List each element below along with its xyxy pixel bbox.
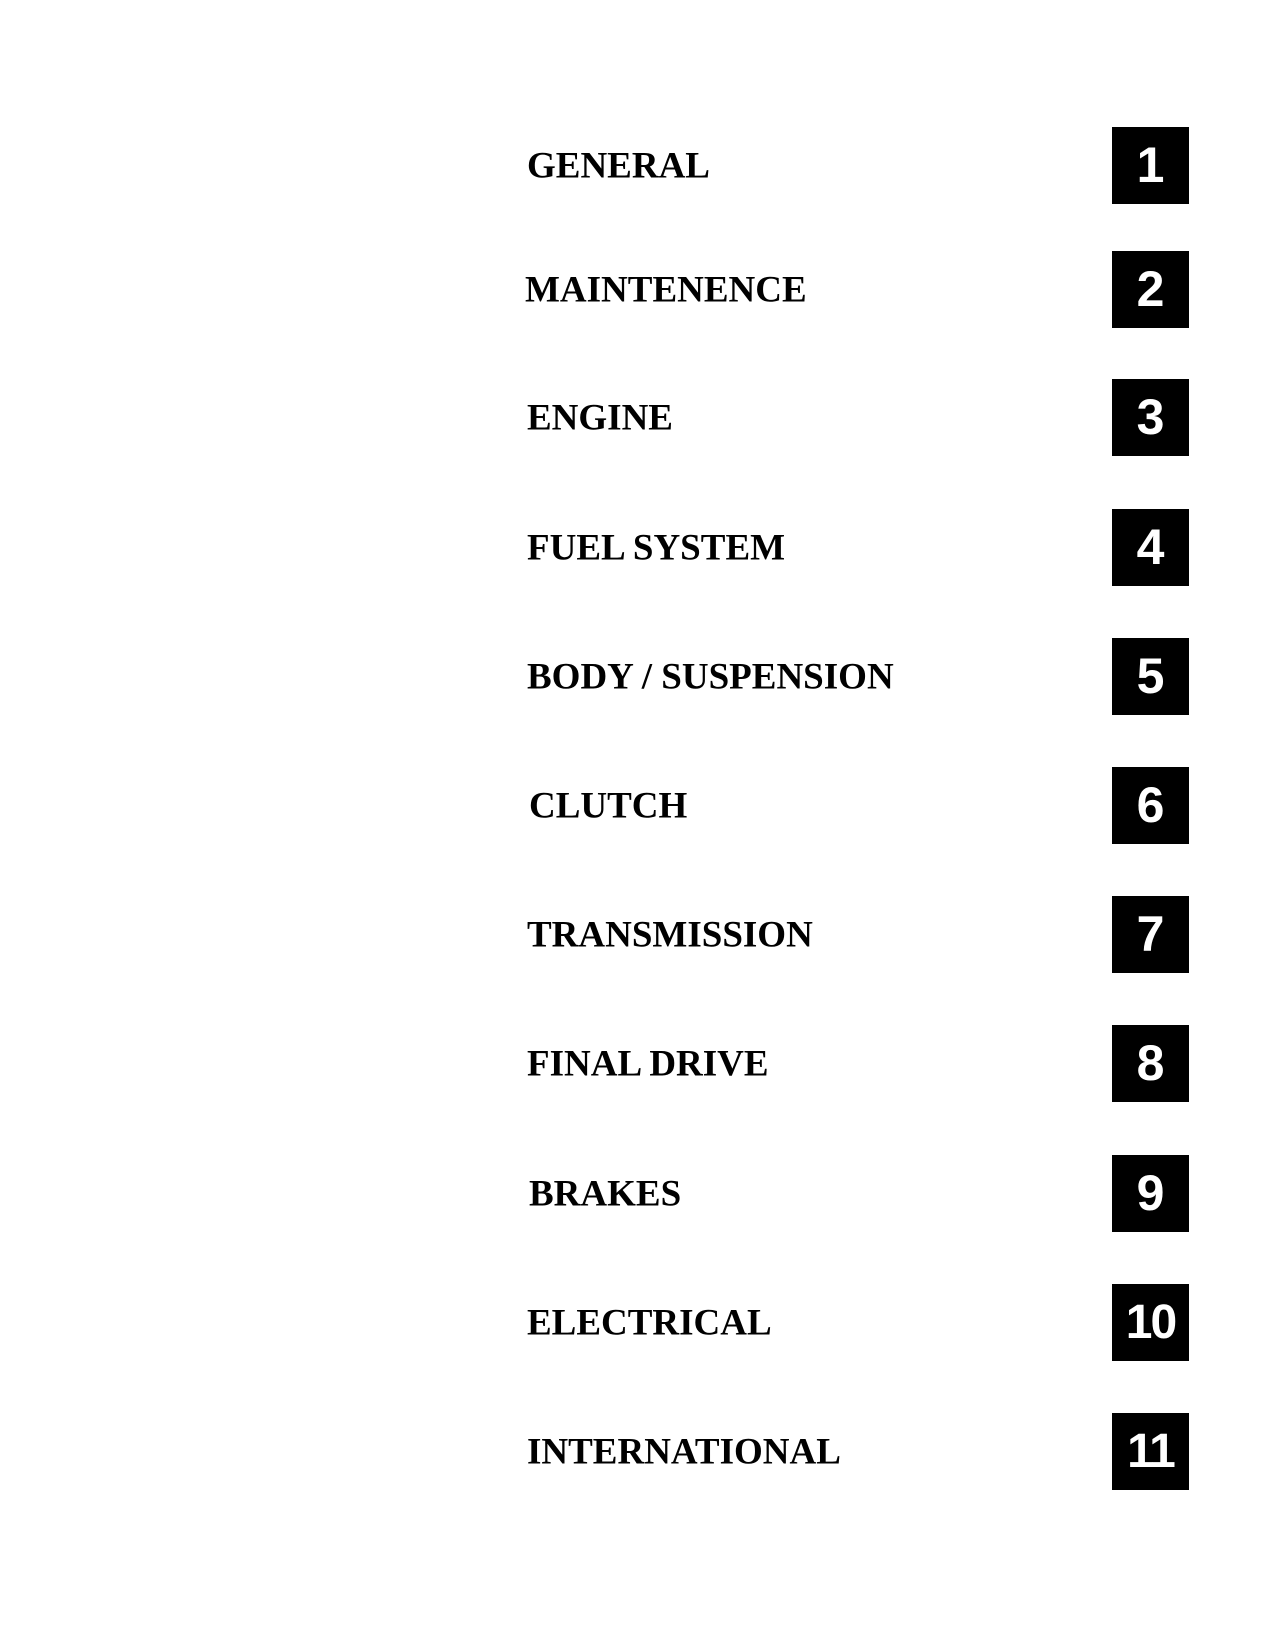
section-tab-2[interactable]: 2: [1112, 251, 1189, 328]
section-tab-6[interactable]: 6: [1112, 767, 1189, 844]
section-title-final-drive[interactable]: FINAL DRIVE: [527, 1043, 769, 1084]
section-tab-1[interactable]: 1: [1112, 127, 1189, 204]
section-tab-5[interactable]: 5: [1112, 638, 1189, 715]
section-row-clutch: [0, 767, 1275, 844]
section-tab-8[interactable]: 8: [1112, 1025, 1189, 1102]
section-tab-9[interactable]: 9: [1112, 1155, 1189, 1232]
section-title-fuel-system[interactable]: FUEL SYSTEM: [527, 527, 786, 568]
section-row-transmission: [0, 896, 1275, 973]
section-row-fuel-system: [0, 509, 1275, 586]
section-title-electrical[interactable]: ELECTRICAL: [527, 1302, 772, 1343]
section-title-clutch[interactable]: CLUTCH: [529, 785, 688, 826]
section-title-transmission[interactable]: TRANSMISSION: [527, 914, 813, 955]
section-title-brakes[interactable]: BRAKES: [529, 1173, 682, 1214]
section-row-body-suspension: [0, 638, 1275, 715]
section-tab-11[interactable]: 11: [1112, 1413, 1189, 1490]
section-row-brakes: [0, 1155, 1275, 1232]
section-row-engine: [0, 379, 1275, 456]
section-title-engine[interactable]: ENGINE: [527, 397, 673, 438]
section-row-electrical: [0, 1284, 1275, 1361]
section-row-final-drive: [0, 1025, 1275, 1102]
section-title-body-suspension[interactable]: BODY / SUSPENSION: [527, 656, 894, 697]
section-tab-10[interactable]: 10: [1112, 1284, 1189, 1361]
section-row-maintenence: [0, 251, 1275, 328]
section-tab-3[interactable]: 3: [1112, 379, 1189, 456]
section-row-general: [0, 127, 1275, 204]
section-tab-7[interactable]: 7: [1112, 896, 1189, 973]
section-title-maintenence[interactable]: MAINTENENCE: [525, 269, 807, 310]
section-row-international: [0, 1413, 1275, 1490]
section-title-international[interactable]: INTERNATIONAL: [527, 1431, 841, 1472]
section-tab-4[interactable]: 4: [1112, 509, 1189, 586]
section-title-general[interactable]: GENERAL: [527, 145, 710, 186]
